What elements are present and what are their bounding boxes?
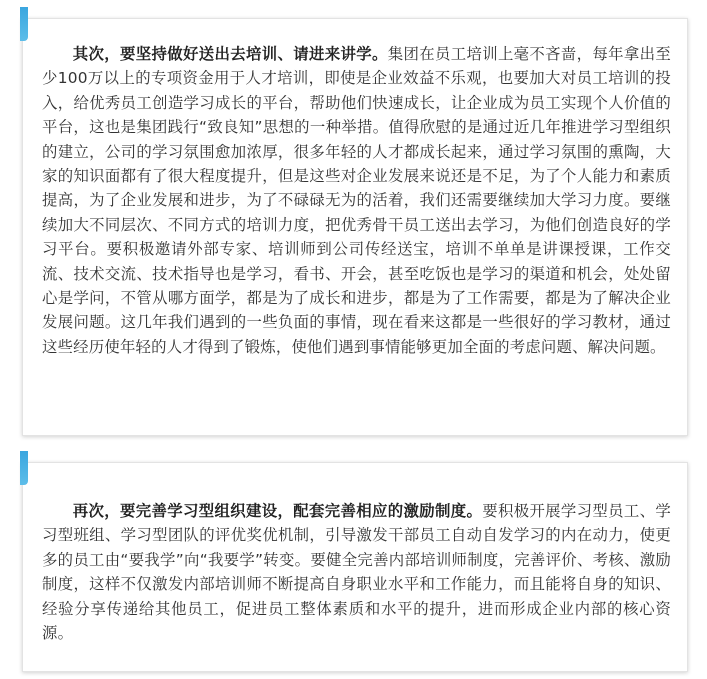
card-accent-bar	[20, 451, 28, 485]
section-body-1: 集团在员工培训上毫不吝啬，每年拿出至少100万以上的专项资金用于人才培训，即使是企业效益不乐观，也要加大对员工培训的投入，给优秀员工创造学习成长的平台，帮助他们快速成长，让企业成为员工实现个人价值的平台，这也是集团践行“致良知”思想的一种举措。值得欣慰的是通过近几年推进学习型组织的建立，公司的学习氛围愈加浓厚，很多年轻的人才都成长起来，通过学习氛围的熏陶，大家的知识面都有了很大程度提升，但是这些对企业发展来说还是不足，为了个人能力和素质提高，为了企业发展和进步，为了不碌碌无为的活着，我们还需要继续加大学习力度。要继续加大不同层次、不同方式的培训力度，把优秀骨干员工送出去学习，为他们创造良好的学习平台。要积极邀请外部专家、培训师到公司传经送宝，培训不单单是讲课授课，工作交流、技术交流、技术指导也是学习，看书、开会，甚至吃饭也是学习的渠道和机会，处处留心是学问，不管从哪方面学，都是为了成长和进步，都是为了工作需要，都是为了解决企业发展问题。这几年我们遇到的一些负面的事情，现在看来这都是一些很好的学习教材，通过这些经历使年轻的人才得到了锻炼，使他们遇到事情能够更加全面的考虑问题、解决问题。	[42, 45, 671, 356]
card-accent-bar	[20, 7, 28, 41]
section-lead-1: 其次，要坚持做好送出去培训、请进来讲学。	[72, 45, 388, 63]
section-card-1	[22, 18, 688, 436]
section-body-2: 要积极开展学习型员工、学习型班组、学习型团队的评优奖优机制，引导激发干部员工自动自发学习的内在动力，使更多的员工由“要我学”向“我要学”转变。要健全完善内部培训师制度，完善评价、考核、激励制度，这样不仅激发内部培训师不断提高自身职业水平和工作能力，而且能将自身的知识、经验分享传递给其他员工，促进员工整体素质和水平的提升，进而形成企业内部的核心资源。	[42, 502, 672, 643]
section-lead-2: 再次，要完善学习型组织建设，配套完善相应的激励制度。	[72, 502, 483, 520]
section-paragraph-2	[42, 499, 671, 645]
section-card-2	[22, 462, 688, 672]
section-paragraph-1	[42, 42, 671, 359]
